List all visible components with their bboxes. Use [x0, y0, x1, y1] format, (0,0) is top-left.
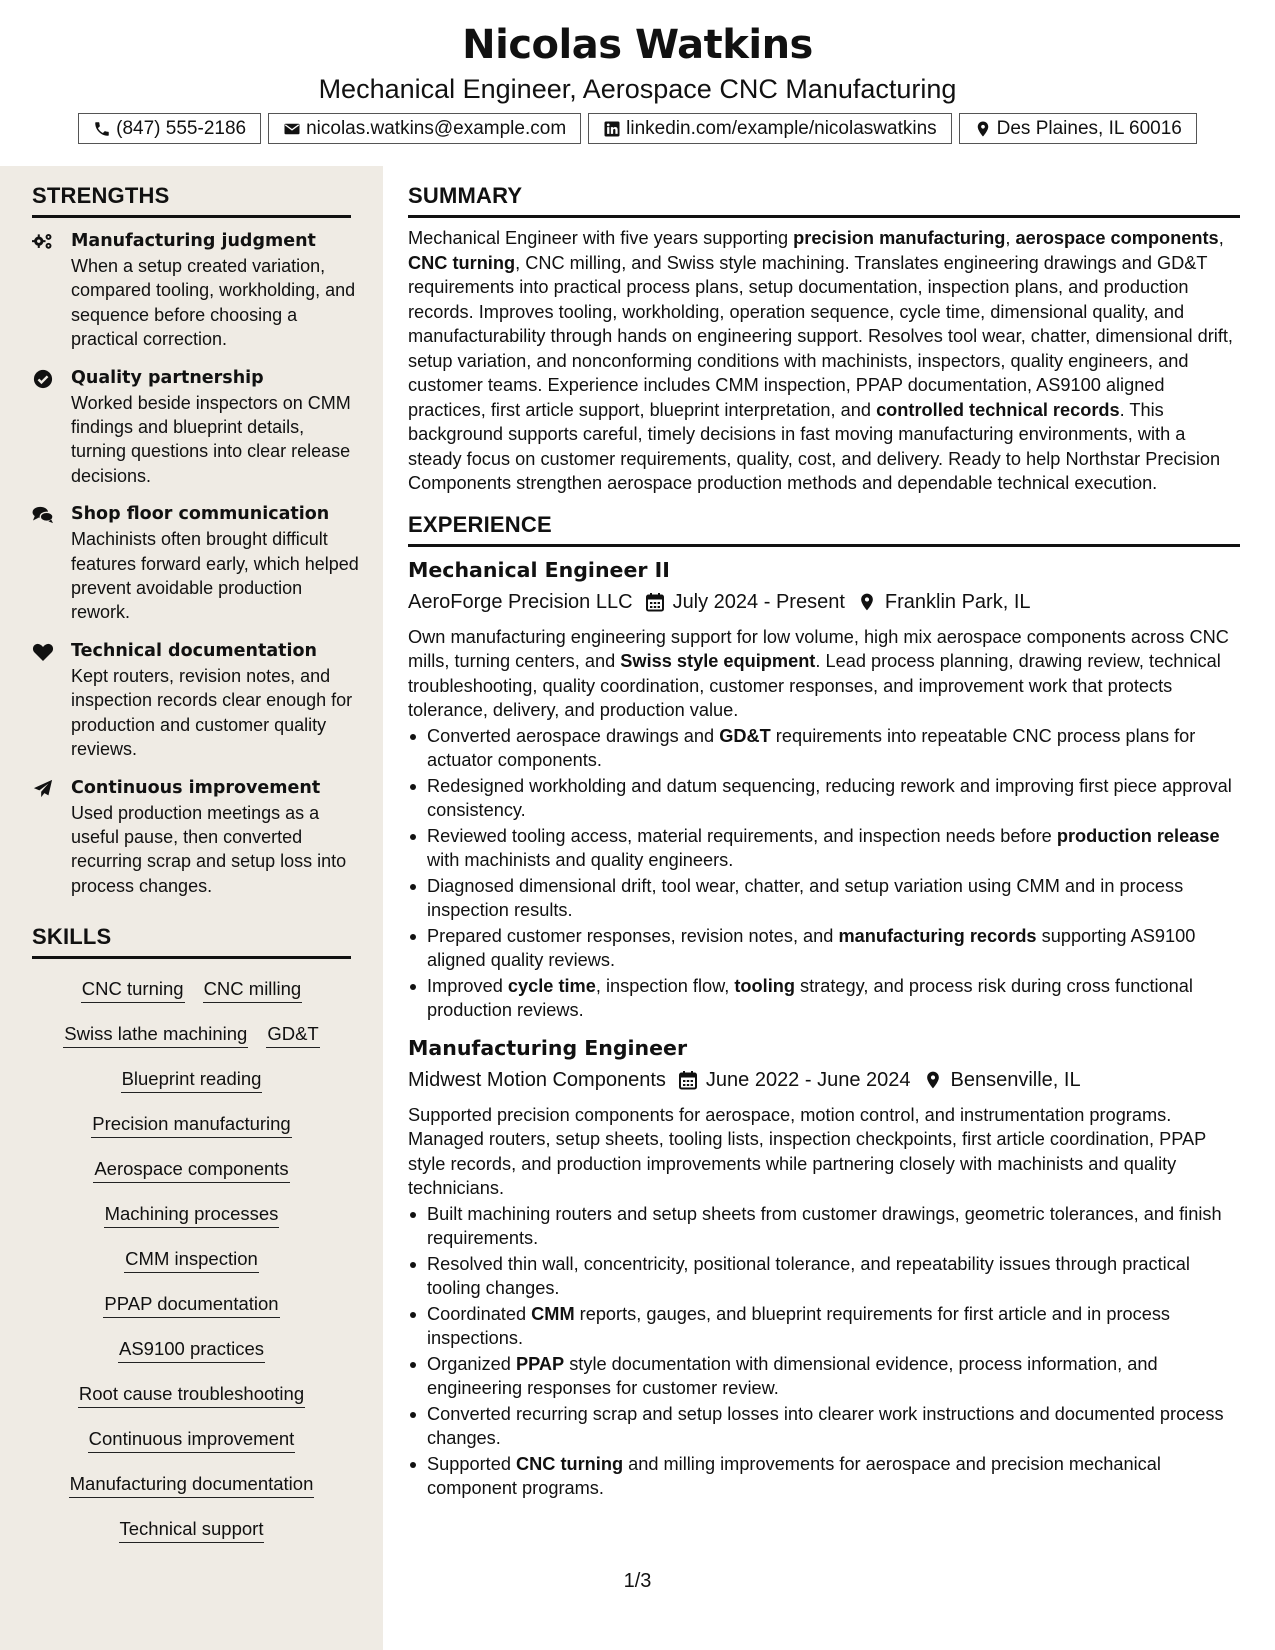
job-meta [408, 587, 1240, 617]
map-marker-icon [923, 1070, 943, 1090]
bullet-item: Resolved thin wall, concentricity, positional tolerance, and repeatability issues through practical tooling changes. [408, 1252, 1240, 1301]
bullet-item: Built machining routers and setup sheets from customer drawings, geometric tolerances, and finish requirements. [408, 1202, 1240, 1251]
linkedin-icon [603, 120, 621, 138]
skill-tag: Manufacturing documentation [69, 1471, 315, 1498]
summary-text: Mechanical Engineer with five years supporting precision manufacturing, aerospace components, CNC turning, CNC milling, and Swiss style machining. Translates engineering drawings and GD&T requirements into practical process plans, setup documentation, inspection plans, and production records. Improves tooling, workholding, operation sequence, cycle time, dimensional quality, and manufacturability through hands on engineering support. Resolves tool wear, chatter, dimensional drift, setup variation, and nonconforming conditions with machinists, inspectors, quality engineers, and customer teams. Experience includes CMM inspection, PPAP documentation, AS9100 aligned practices, first article support, blueprint interpretation, and controlled technical records. This background supports careful, timely decisions in fast moving manufacturing environments, with a steady focus on customer requirements, quality, cost, and delivery. Ready to help Northstar Precision Components strengthen aerospace production methods and dependable technical execution. [408, 228, 1233, 493]
skill-tag: Technical support [119, 1516, 265, 1543]
skill-tag: CNC milling [203, 976, 303, 1003]
job-location: Franklin Park, IL [884, 590, 1031, 613]
job-dates: July 2024 - Present [672, 590, 845, 613]
strength-item [32, 502, 362, 625]
phone-text: (847) 555-2186 [116, 117, 247, 139]
strength-title: Continuous improvement [71, 777, 321, 798]
calendar-icon [678, 1070, 698, 1090]
skill-tag: AS9100 practices [118, 1336, 265, 1363]
skill-tag: Swiss lathe machining [63, 1021, 248, 1048]
strength-title: Manufacturing judgment [71, 231, 316, 251]
location-text: Des Plaines, IL 60016 [996, 117, 1182, 139]
sidebar [0, 166, 383, 1650]
emphasis-text: controlled technical records [876, 399, 1120, 420]
job-dates: June 2022 - June 2024 [705, 1068, 911, 1091]
strength-desc: Kept routers, revision notes, and inspection records clear enough for production and customer quality reviews. [71, 665, 353, 760]
skill-tag: Continuous improvement [88, 1426, 296, 1453]
contact-location[interactable] [959, 113, 1197, 144]
strength-desc: Worked beside inspectors on CMM findings and blueprint details, turning questions into clear release decisions. [71, 392, 351, 486]
bullet-item: Diagnosed dimensional drift, tool wear, chatter, and setup variation using CMM and in process inspection results. [408, 874, 1240, 923]
contact-bar [0, 113, 1275, 144]
emphasis-text: CNC turning [408, 252, 516, 273]
page-number-text: 1/3 [623, 1570, 652, 1592]
strength-desc: When a setup created variation, compared tooling, workholding, and sequence before choosing a practical correction. [71, 256, 356, 350]
skill-tag: GD&T [266, 1021, 319, 1048]
skill-tag: Aerospace components [93, 1156, 289, 1183]
strength-title: Shop floor communication [71, 504, 330, 525]
skills-list [32, 976, 351, 1561]
check-circle-icon [32, 366, 71, 489]
strength-item [32, 639, 362, 762]
skill-tag: Root cause troubleshooting [78, 1381, 305, 1408]
emphasis-text: production release [1056, 825, 1220, 846]
job-meta [408, 1065, 1240, 1095]
bullet-item: Coordinated CMM reports, gauges, and blueprint requirements for first article and in process inspections. [408, 1302, 1240, 1351]
gears-icon [32, 229, 71, 352]
strength-item [32, 366, 362, 489]
bullet-item: Converted aerospace drawings and GD&T requirements into repeatable CNC process plans for actuator components. [408, 724, 1240, 773]
job-entry [408, 555, 1240, 1023]
candidate-title: Mechanical Engineer, Aerospace CNC Manufacturing [318, 74, 957, 104]
skill-tag: CMM inspection [124, 1246, 259, 1273]
bullet-item: Supported CNC turning and milling improvements for aerospace and precision mechanical component programs. [408, 1452, 1240, 1501]
emphasis-text: tooling [734, 975, 795, 996]
map-marker-icon [857, 592, 877, 612]
emphasis-text: Swiss style equipment [620, 651, 816, 671]
resume-header [0, 0, 1275, 166]
emphasis-text: cycle time [507, 975, 596, 996]
contact-linkedin[interactable] [588, 113, 951, 144]
strength-title: Quality partnership [71, 367, 264, 388]
skill-tag: Machining processes [104, 1201, 280, 1228]
map-marker-icon [974, 120, 992, 138]
bullet-item: Reviewed tooling access, material requirements, and inspection needs before production release with machinists and quality engineers. [408, 824, 1240, 873]
company-name: Midwest Motion Components [408, 1068, 666, 1091]
strength-item [32, 229, 362, 352]
job-entry [408, 1033, 1240, 1501]
paper-plane-icon [32, 776, 71, 899]
experience-heading: EXPERIENCE [408, 512, 1240, 547]
job-description: Supported precision components for aerospace, motion control, and instrumentation programs. Managed routers, setup sheets, tooling lists, inspection checkpoints, first article coordination, PPAP style records, and production improvements while partnering closely with machinists and quality technicians. [408, 1104, 1206, 1198]
bullet-item: Organized PPAP style documentation with dimensional evidence, process information, and engineering responses for customer review. [408, 1352, 1240, 1401]
job-location: Bensenville, IL [950, 1068, 1081, 1091]
strength-desc: Used production meetings as a useful pause, then converted recurring scrap and setup loss into process changes. [71, 802, 347, 896]
emphasis-text: CMM [531, 1303, 575, 1324]
calendar-icon [645, 592, 665, 612]
skill-tag: Precision manufacturing [91, 1111, 291, 1138]
job-bullets [408, 724, 1240, 1023]
contact-phone[interactable] [78, 113, 261, 144]
job-description: Own manufacturing engineering support for low volume, high mix aerospace components across CNC mills, turning centers, and Swiss style equipment. Lead process planning, drawing review, technical troubleshooting, quality coordination, customer responses, and improvement work that protects tolerance, delivery, and production value. [408, 626, 1229, 720]
emphasis-text: PPAP [515, 1353, 565, 1374]
strength-item [32, 776, 362, 899]
contact-email[interactable] [268, 113, 581, 144]
linkedin-text: linkedin.com/example/nicolaswatkins [626, 117, 937, 139]
bullet-item: Improved cycle time, inspection flow, tooling strategy, and process risk during cross functional production reviews. [408, 974, 1240, 1023]
strengths-list [32, 229, 362, 912]
bullet-item: Converted recurring scrap and setup losses into clearer work instructions and documented process changes. [408, 1402, 1240, 1451]
main-column [408, 166, 1240, 1502]
skills-heading: SKILLS [32, 924, 351, 959]
strength-title: Technical documentation [71, 640, 318, 661]
email-text: nicolas.watkins@example.com [306, 117, 567, 139]
job-title: Manufacturing Engineer [408, 1035, 688, 1060]
emphasis-text: GD&T [719, 725, 771, 746]
job-bullets [408, 1202, 1240, 1501]
job-title: Mechanical Engineer II [408, 557, 670, 582]
candidate-name: Nicolas Watkins [462, 22, 813, 68]
page-number [0, 1570, 1275, 1593]
emphasis-text: manufacturing records [838, 925, 1037, 946]
bullet-item: Redesigned workholding and datum sequencing, reducing rework and improving first piece approval consistency. [408, 774, 1240, 823]
emphasis-text: precision manufacturing [793, 228, 1006, 248]
summary-heading: SUMMARY [408, 183, 1240, 218]
envelope-icon [283, 120, 301, 138]
strengths-heading: STRENGTHS [32, 183, 351, 218]
skill-tag: CNC turning [81, 976, 185, 1003]
phone-icon [93, 120, 111, 138]
heart-icon [32, 639, 71, 762]
skill-tag: Blueprint reading [121, 1066, 263, 1093]
comments-icon [32, 502, 71, 625]
emphasis-text: CNC turning [515, 1453, 624, 1474]
emphasis-text: aerospace components [1015, 228, 1219, 248]
bullet-item: Prepared customer responses, revision notes, and manufacturing records supporting AS9100 aligned quality reviews. [408, 924, 1240, 973]
strength-desc: Machinists often brought difficult features forward early, which helped prevent avoidable production rework. [71, 529, 359, 623]
company-name: AeroForge Precision LLC [408, 590, 633, 613]
skill-tag: PPAP documentation [103, 1291, 279, 1318]
